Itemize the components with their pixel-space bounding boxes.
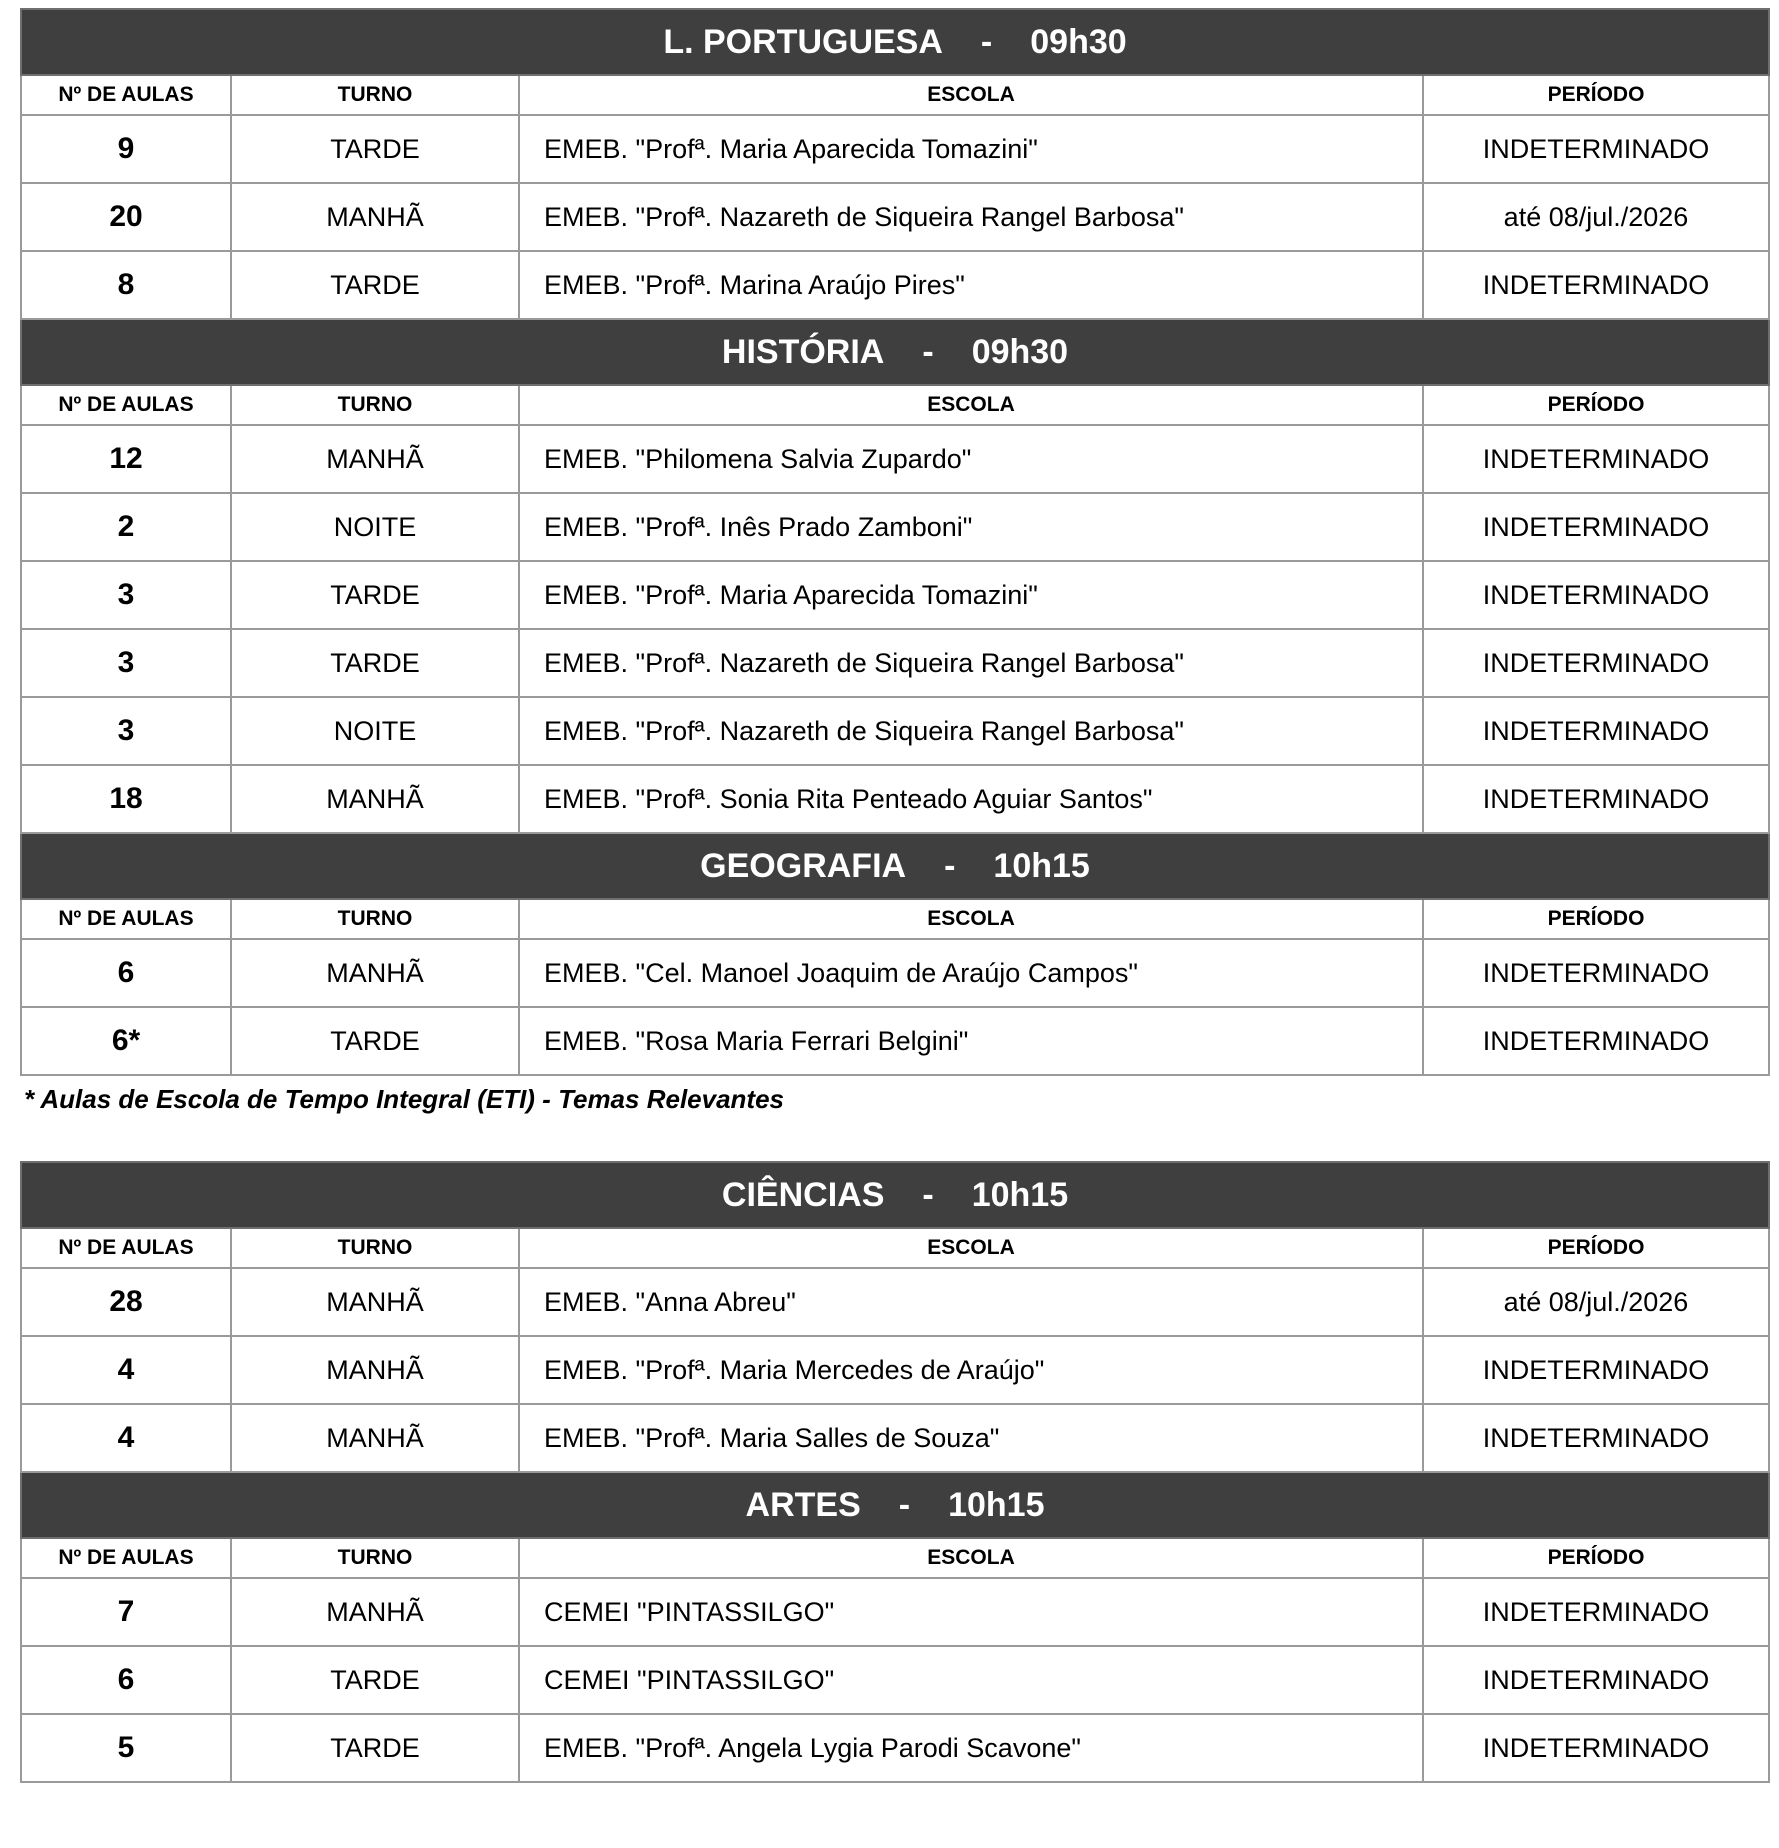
section-subject: ARTES xyxy=(745,1485,861,1524)
aulas-cell: 7 xyxy=(21,1578,231,1646)
section-header-row xyxy=(21,1162,1769,1228)
column-header-aulas: Nº DE AULAS xyxy=(21,1228,231,1268)
section-dash: - xyxy=(944,846,956,885)
column-header-periodo: PERÍODO xyxy=(1423,385,1769,425)
section-header xyxy=(21,833,1769,899)
column-header-row xyxy=(21,385,1769,425)
table-row xyxy=(21,1007,1769,1075)
table-row xyxy=(21,765,1769,833)
table-row xyxy=(21,1578,1769,1646)
column-header-row xyxy=(21,899,1769,939)
column-header-aulas: Nº DE AULAS xyxy=(21,75,231,115)
turno-cell: TARDE xyxy=(231,115,519,183)
turno-cell: TARDE xyxy=(231,251,519,319)
aulas-cell: 2 xyxy=(21,493,231,561)
table-row xyxy=(21,115,1769,183)
table-row xyxy=(21,493,1769,561)
section-time: 09h30 xyxy=(971,332,1069,371)
aulas-cell: 18 xyxy=(21,765,231,833)
periodo-cell: INDETERMINADO xyxy=(1423,1646,1769,1714)
escola-cell: EMEB. "Philomena Salvia Zupardo" xyxy=(519,425,1423,493)
turno-cell: MANHÃ xyxy=(231,183,519,251)
section-header-row xyxy=(21,833,1769,899)
section-subject: HISTÓRIA xyxy=(721,332,885,371)
escola-cell: EMEB. "Profª. Nazareth de Siqueira Rangel Barbosa" xyxy=(519,697,1423,765)
aulas-cell: 4 xyxy=(21,1336,231,1404)
table-row xyxy=(21,629,1769,697)
section-subject: CIÊNCIAS xyxy=(721,1175,885,1214)
periodo-cell: INDETERMINADO xyxy=(1423,939,1769,1007)
periodo-cell: INDETERMINADO xyxy=(1423,115,1769,183)
periodo-cell: até 08/jul./2026 xyxy=(1423,1268,1769,1336)
section-time: 10h15 xyxy=(971,1175,1069,1214)
section-header-row xyxy=(21,319,1769,385)
table-row xyxy=(21,251,1769,319)
block-gap xyxy=(20,1115,1779,1161)
turno-cell: MANHÃ xyxy=(231,939,519,1007)
turno-cell: MANHÃ xyxy=(231,1336,519,1404)
aulas-cell: 12 xyxy=(21,425,231,493)
escola-cell: CEMEI "PINTASSILGO" xyxy=(519,1646,1423,1714)
section-time: 10h15 xyxy=(993,846,1090,885)
periodo-cell: INDETERMINADO xyxy=(1423,765,1769,833)
aulas-cell: 8 xyxy=(21,251,231,319)
section-header xyxy=(21,1472,1769,1538)
column-header-escola: ESCOLA xyxy=(519,385,1423,425)
table-row xyxy=(21,1646,1769,1714)
section-time: 10h15 xyxy=(948,1485,1045,1524)
turno-cell: TARDE xyxy=(231,629,519,697)
table-row xyxy=(21,425,1769,493)
aulas-cell: 6 xyxy=(21,1646,231,1714)
periodo-cell: INDETERMINADO xyxy=(1423,697,1769,765)
footnote: * Aulas de Escola de Tempo Integral (ETI) - Temas Relevantes xyxy=(24,1084,785,1114)
table-row xyxy=(21,1336,1769,1404)
section-header xyxy=(21,319,1769,385)
section-time: 09h30 xyxy=(1030,22,1127,61)
column-header-turno: TURNO xyxy=(231,1538,519,1578)
section-dash: - xyxy=(922,332,934,371)
column-header-row xyxy=(21,75,1769,115)
table-row xyxy=(21,1268,1769,1336)
periodo-cell: INDETERMINADO xyxy=(1423,1404,1769,1472)
section-header xyxy=(21,1162,1769,1228)
aulas-cell: 3 xyxy=(21,697,231,765)
turno-cell: MANHÃ xyxy=(231,1578,519,1646)
aulas-cell: 5 xyxy=(21,1714,231,1782)
column-header-turno: TURNO xyxy=(231,385,519,425)
escola-cell: EMEB. "Profª. Maria Aparecida Tomazini" xyxy=(519,561,1423,629)
periodo-cell: INDETERMINADO xyxy=(1423,425,1769,493)
turno-cell: MANHÃ xyxy=(231,425,519,493)
section-title xyxy=(663,23,1126,62)
periodo-cell: INDETERMINADO xyxy=(1423,561,1769,629)
turno-cell: TARDE xyxy=(231,1714,519,1782)
turno-cell: MANHÃ xyxy=(231,1268,519,1336)
aulas-cell: 4 xyxy=(21,1404,231,1472)
column-header-turno: TURNO xyxy=(231,1228,519,1268)
schedule-block-2 xyxy=(20,1161,1779,1783)
escola-cell: EMEB. "Profª. Maria Salles de Souza" xyxy=(519,1404,1423,1472)
escola-cell: EMEB. "Rosa Maria Ferrari Belgini" xyxy=(519,1007,1423,1075)
turno-cell: TARDE xyxy=(231,1007,519,1075)
column-header-periodo: PERÍODO xyxy=(1423,75,1769,115)
section-subject: L. PORTUGUESA xyxy=(663,22,943,61)
periodo-cell: INDETERMINADO xyxy=(1423,1578,1769,1646)
column-header-periodo: PERÍODO xyxy=(1423,1228,1769,1268)
escola-cell: EMEB. "Profª. Sonia Rita Penteado Aguiar Santos" xyxy=(519,765,1423,833)
section-dash: - xyxy=(980,22,993,61)
turno-cell: TARDE xyxy=(231,561,519,629)
escola-cell: EMEB. "Profª. Nazareth de Siqueira Rangel Barbosa" xyxy=(519,183,1423,251)
table-row xyxy=(21,183,1769,251)
periodo-cell: INDETERMINADO xyxy=(1423,1336,1769,1404)
escola-cell: CEMEI "PINTASSILGO" xyxy=(519,1578,1423,1646)
section-subject: GEOGRAFIA xyxy=(700,846,907,885)
section-dash: - xyxy=(898,1485,911,1524)
column-header-aulas: Nº DE AULAS xyxy=(21,385,231,425)
turno-cell: TARDE xyxy=(231,1646,519,1714)
schedule-block-1 xyxy=(20,8,1779,1076)
aulas-cell: 6* xyxy=(21,1007,231,1075)
periodo-cell: INDETERMINADO xyxy=(1423,629,1769,697)
column-header-escola: ESCOLA xyxy=(519,1228,1423,1268)
escola-cell: EMEB. "Anna Abreu" xyxy=(519,1268,1423,1336)
column-header-turno: TURNO xyxy=(231,75,519,115)
section-header xyxy=(21,9,1769,75)
escola-cell: EMEB. "Profª. Marina Araújo Pires" xyxy=(519,251,1423,319)
schedule-table xyxy=(20,1161,1770,1783)
escola-cell: EMEB. "Profª. Inês Prado Zamboni" xyxy=(519,493,1423,561)
aulas-cell: 3 xyxy=(21,561,231,629)
aulas-cell: 3 xyxy=(21,629,231,697)
column-header-aulas: Nº DE AULAS xyxy=(21,1538,231,1578)
table-row xyxy=(21,697,1769,765)
periodo-cell: INDETERMINADO xyxy=(1423,1714,1769,1782)
section-title xyxy=(722,1176,1068,1215)
escola-cell: EMEB. "Profª. Angela Lygia Parodi Scavone" xyxy=(519,1714,1423,1782)
turno-cell: NOITE xyxy=(231,493,519,561)
section-title xyxy=(700,847,1090,886)
column-header-row xyxy=(21,1538,1769,1578)
column-header-turno: TURNO xyxy=(231,899,519,939)
schedule-table xyxy=(20,8,1770,1076)
periodo-cell: INDETERMINADO xyxy=(1423,251,1769,319)
periodo-cell: INDETERMINADO xyxy=(1423,493,1769,561)
section-header-row xyxy=(21,1472,1769,1538)
turno-cell: NOITE xyxy=(231,697,519,765)
section-title xyxy=(722,333,1068,372)
section-title xyxy=(746,1486,1045,1525)
column-header-escola: ESCOLA xyxy=(519,899,1423,939)
aulas-cell: 9 xyxy=(21,115,231,183)
table-row xyxy=(21,1714,1769,1782)
section-dash: - xyxy=(922,1175,934,1214)
aulas-cell: 28 xyxy=(21,1268,231,1336)
turno-cell: MANHÃ xyxy=(231,765,519,833)
column-header-escola: ESCOLA xyxy=(519,1538,1423,1578)
periodo-cell: até 08/jul./2026 xyxy=(1423,183,1769,251)
column-header-escola: ESCOLA xyxy=(519,75,1423,115)
aulas-cell: 6 xyxy=(21,939,231,1007)
column-header-row xyxy=(21,1228,1769,1268)
periodo-cell: INDETERMINADO xyxy=(1423,1007,1769,1075)
turno-cell: MANHÃ xyxy=(231,1404,519,1472)
column-header-aulas: Nº DE AULAS xyxy=(21,899,231,939)
column-header-periodo: PERÍODO xyxy=(1423,1538,1769,1578)
table-row xyxy=(21,1404,1769,1472)
column-header-periodo: PERÍODO xyxy=(1423,899,1769,939)
escola-cell: EMEB. "Cel. Manoel Joaquim de Araújo Campos" xyxy=(519,939,1423,1007)
escola-cell: EMEB. "Profª. Maria Mercedes de Araújo" xyxy=(519,1336,1423,1404)
section-header-row xyxy=(21,9,1769,75)
table-row xyxy=(21,939,1769,1007)
escola-cell: EMEB. "Profª. Nazareth de Siqueira Rangel Barbosa" xyxy=(519,629,1423,697)
escola-cell: EMEB. "Profª. Maria Aparecida Tomazini" xyxy=(519,115,1423,183)
aulas-cell: 20 xyxy=(21,183,231,251)
table-row xyxy=(21,561,1769,629)
